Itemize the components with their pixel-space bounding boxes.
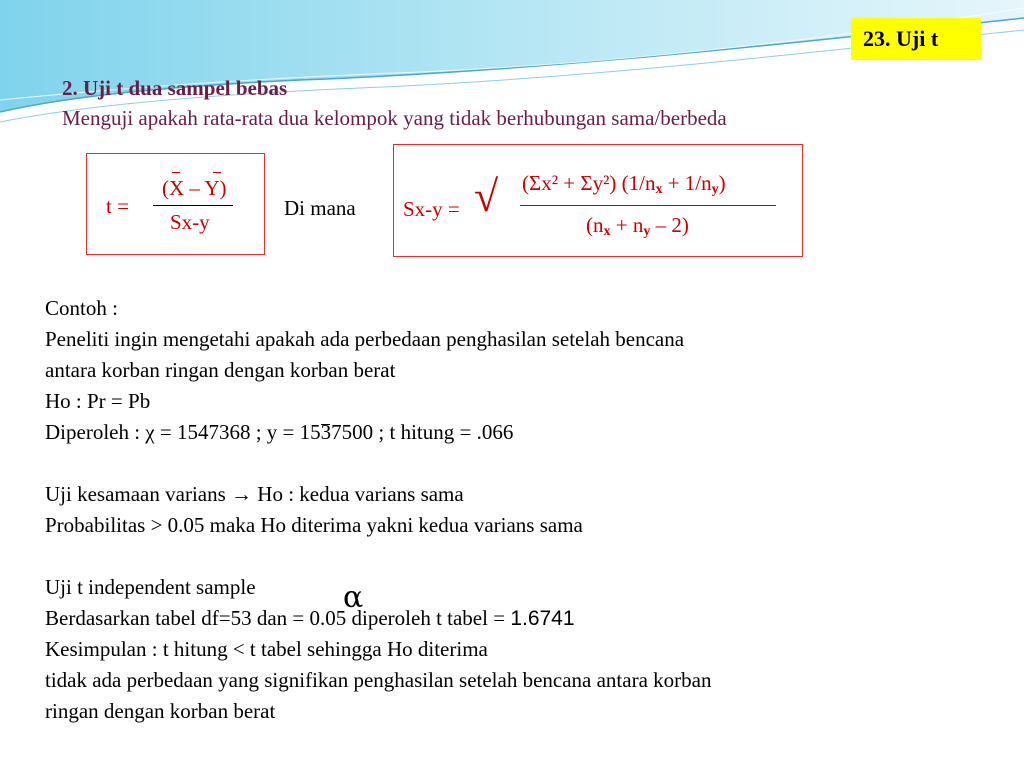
hypothesis-line: Ho : Pr = Pb xyxy=(45,389,151,413)
s-fraction-bar xyxy=(520,205,776,206)
alpha-symbol: α xyxy=(343,580,364,615)
conclusion-line-2: ringan dengan korban berat xyxy=(45,699,276,723)
uji-independent-line: Uji t independent sample xyxy=(45,575,256,599)
t-tabel-value: 1.6741 xyxy=(510,607,575,630)
t-formula-lhs: t = xyxy=(106,194,129,218)
example-line-1: Peneliti ingin mengetahi apakah ada perbedaan penghasilan setelah bencana xyxy=(45,327,685,351)
example-body xyxy=(45,293,711,727)
section-heading: 2. Uji t dua sampel bebas xyxy=(62,76,288,100)
example-line-2: antara korban ringan dengan korban berat xyxy=(45,358,396,382)
probabilitas-line: Probabilitas > 0.05 maka Ho diterima yakni kedua varians sama xyxy=(45,513,583,537)
berdasarkan-line: Berdasarkan tabel df=53 dan = 0.05 diperoleh t tabel = 1.6741 xyxy=(45,606,575,630)
uji-varians-line: Uji kesamaan varians → Ho : kedua varians sama xyxy=(45,482,464,506)
s-formula-lhs: Sx-y = xyxy=(403,197,460,221)
t-fraction-bar xyxy=(153,205,233,206)
x-bar-mark xyxy=(172,172,180,173)
right-arrow-icon: → xyxy=(231,483,253,506)
conclusion-line-1: tidak ada perbedaan yang signifikan penghasilan setelah bencana antara korban xyxy=(45,668,712,692)
t-formula-numerator: (X – Y) xyxy=(162,176,227,200)
sqrt-icon: √ xyxy=(474,172,499,221)
blank-line xyxy=(45,541,711,572)
y-bar-diperoleh xyxy=(321,424,330,425)
y-bar-mark xyxy=(213,172,221,173)
t-formula-denominator: Sx-y xyxy=(170,210,210,234)
section-subheading: Menguji apakah rata-rata dua kelompok yang tidak berhubungan sama/berbeda xyxy=(62,106,727,130)
blank-line xyxy=(45,448,711,479)
slide-number-badge: 23. Uji t xyxy=(851,18,981,60)
kesimpulan-line: Kesimpulan : t hitung < t tabel sehingga Ho diterima xyxy=(45,637,488,661)
s-formula-numerator: (Σx² + Σy²) $(1/n_x + 1/n_y)$ xyxy=(522,171,726,197)
s-formula-denominator: $(n_x + n_y - 2)$ xyxy=(586,213,689,239)
contoh-label: Contoh : xyxy=(45,296,118,320)
diperoleh-line: Diperoleh : χ = 1547368 ; y = 1537500 ; t hitung = .066 xyxy=(45,420,514,444)
di-mana-label: Di mana xyxy=(284,196,356,220)
